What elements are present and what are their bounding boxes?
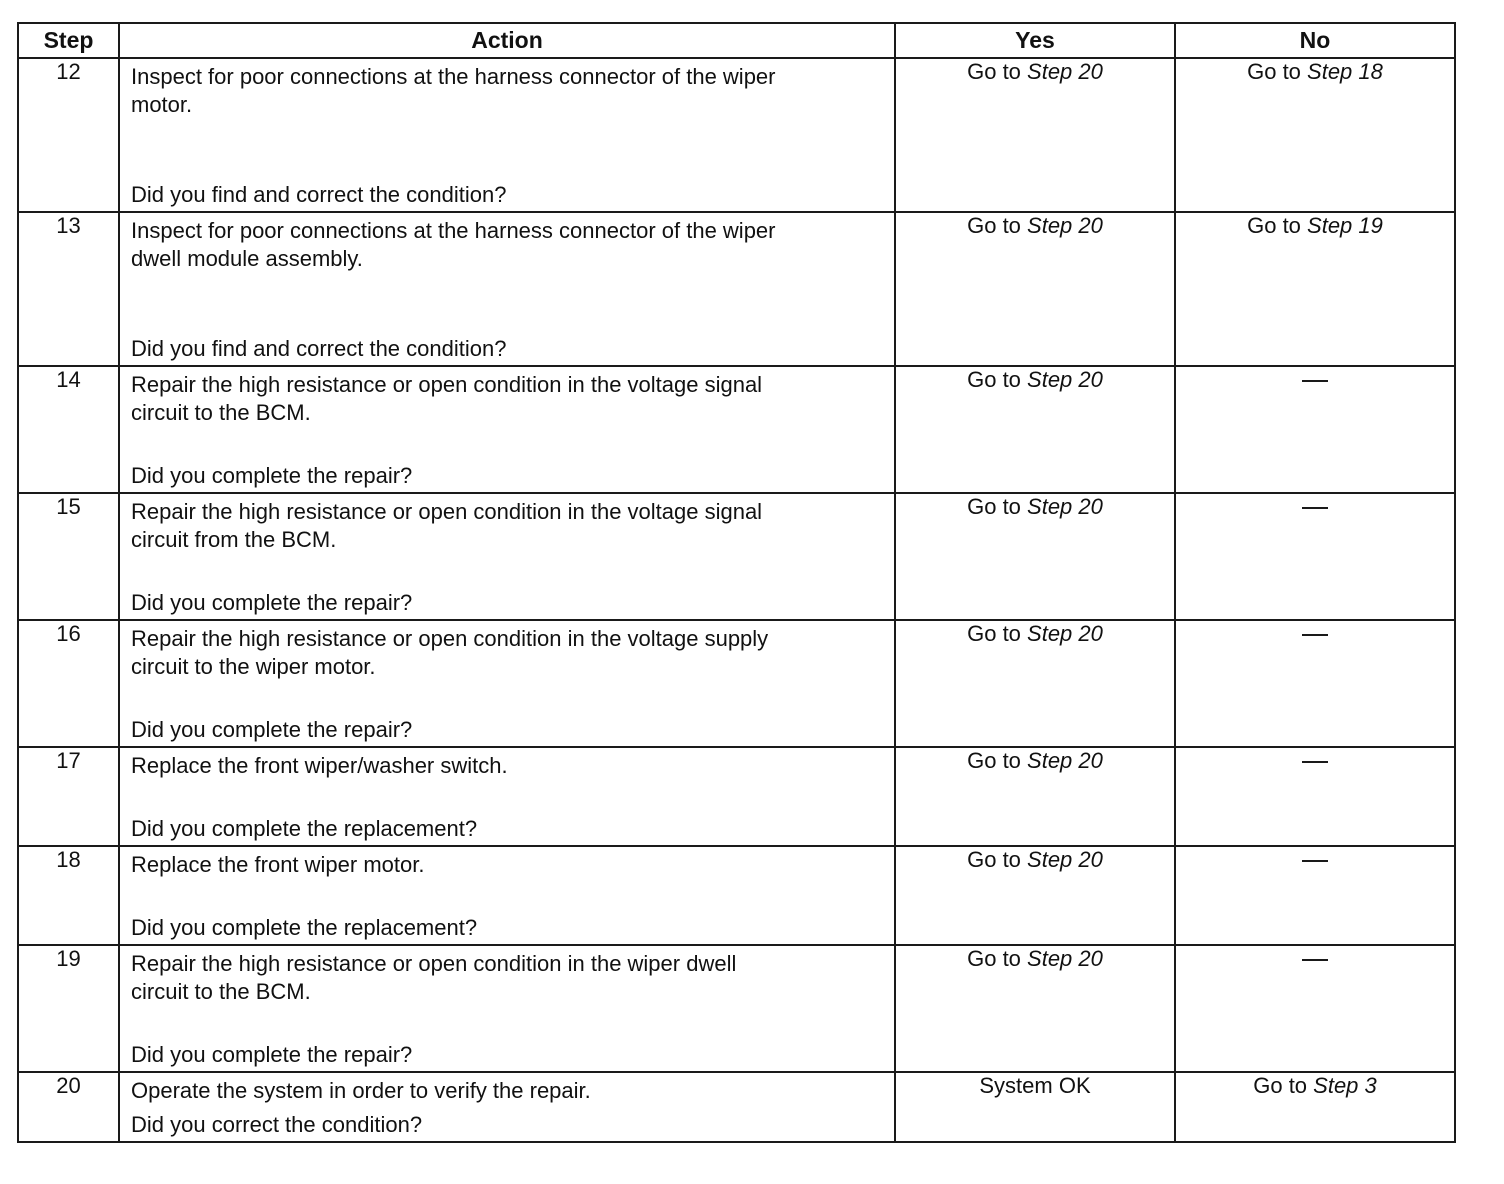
step-reference: Step 20 [1027, 946, 1103, 971]
action-question: Did you find and correct the condition? [131, 336, 507, 361]
step-number: 19 [18, 945, 119, 1072]
header-yes: Yes [895, 23, 1175, 58]
action-cell [119, 1072, 895, 1142]
yes-result: System OK [895, 1072, 1175, 1142]
no-result [1175, 747, 1455, 846]
dash-mark [1302, 634, 1328, 636]
action-question: Did you correct the condition? [131, 1112, 423, 1137]
action-question: Did you complete the repair? [131, 1042, 413, 1067]
header-row [18, 23, 1455, 58]
yes-result: Go to Step 20 [895, 58, 1175, 212]
yes-result: Go to Step 20 [895, 945, 1175, 1072]
action-question: Did you complete the repair? [131, 717, 413, 742]
dash-mark [1302, 761, 1328, 763]
no-result: Go to Step 19 [1175, 212, 1455, 366]
table-row [18, 620, 1455, 747]
no-result [1175, 846, 1455, 945]
action-text: Repair the high resistance or open condition in the wiper dwell circuit to the BCM. [131, 951, 737, 1004]
dash-mark [1302, 380, 1328, 382]
action-text: Replace the front wiper motor. [131, 852, 425, 877]
action-text: Operate the system in order to verify the repair. [131, 1078, 591, 1103]
table-row [18, 212, 1455, 366]
yes-result: Go to Step 20 [895, 747, 1175, 846]
diagnostic-steps-table [17, 22, 1456, 1143]
step-reference: Step 20 [1027, 621, 1103, 646]
yes-result: Go to Step 20 [895, 212, 1175, 366]
no-result [1175, 493, 1455, 620]
yes-result: Go to Step 20 [895, 620, 1175, 747]
action-question: Did you complete the replacement? [131, 816, 478, 841]
action-cell [119, 945, 895, 1072]
action-cell [119, 620, 895, 747]
step-number: 17 [18, 747, 119, 846]
action-question: Did you complete the repair? [131, 463, 413, 488]
table-row [18, 366, 1455, 493]
step-reference: Step 20 [1027, 748, 1103, 773]
action-text: Repair the high resistance or open condition in the voltage supply circuit to the wiper motor. [131, 626, 769, 679]
table-row [18, 1072, 1455, 1142]
yes-result: Go to Step 20 [895, 493, 1175, 620]
step-reference: Step 20 [1027, 367, 1103, 392]
table-row [18, 945, 1455, 1072]
no-result [1175, 620, 1455, 747]
step-reference: Step 20 [1027, 847, 1103, 872]
table-row [18, 747, 1455, 846]
action-cell [119, 493, 895, 620]
action-cell [119, 212, 895, 366]
step-reference: Step 20 [1027, 213, 1103, 238]
step-reference: Step 3 [1313, 1073, 1377, 1098]
action-cell [119, 366, 895, 493]
action-text: Inspect for poor connections at the harness connector of the wiper motor. [131, 64, 776, 117]
step-number: 16 [18, 620, 119, 747]
no-result: Go to Step 3 [1175, 1072, 1455, 1142]
action-text: Replace the front wiper/washer switch. [131, 753, 508, 778]
step-number: 12 [18, 58, 119, 212]
no-result [1175, 945, 1455, 1072]
action-cell [119, 58, 895, 212]
step-number: 13 [18, 212, 119, 366]
step-reference: Step 20 [1027, 494, 1103, 519]
table-row [18, 58, 1455, 212]
dash-mark [1302, 507, 1328, 509]
step-number: 15 [18, 493, 119, 620]
header-action: Action [119, 23, 895, 58]
step-number: 20 [18, 1072, 119, 1142]
dash-mark [1302, 860, 1328, 862]
header-step: Step [18, 23, 119, 58]
action-text: Inspect for poor connections at the harness connector of the wiper dwell module assembly. [131, 218, 776, 271]
yes-result: Go to Step 20 [895, 366, 1175, 493]
action-question: Did you complete the replacement? [131, 915, 478, 940]
action-question: Did you find and correct the condition? [131, 182, 507, 207]
step-reference: Step 20 [1027, 59, 1103, 84]
action-cell [119, 747, 895, 846]
step-number: 14 [18, 366, 119, 493]
step-reference: Step 18 [1307, 59, 1383, 84]
action-text: Repair the high resistance or open condition in the voltage signal circuit from the BCM. [131, 499, 763, 552]
step-reference: Step 19 [1307, 213, 1383, 238]
no-result: Go to Step 18 [1175, 58, 1455, 212]
table-row [18, 846, 1455, 945]
yes-result: Go to Step 20 [895, 846, 1175, 945]
table-row [18, 493, 1455, 620]
step-number: 18 [18, 846, 119, 945]
no-result [1175, 366, 1455, 493]
action-question: Did you complete the repair? [131, 590, 413, 615]
action-cell [119, 846, 895, 945]
dash-mark [1302, 959, 1328, 961]
action-text: Repair the high resistance or open condition in the voltage signal circuit to the BCM. [131, 372, 763, 425]
header-no: No [1175, 23, 1455, 58]
